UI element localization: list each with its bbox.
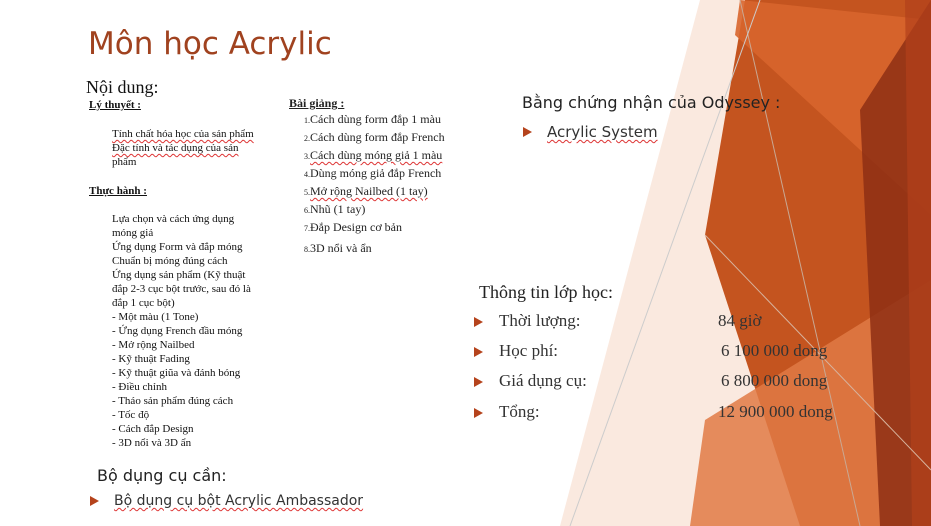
theory-line: Tính chất hóa học của sản phẩm [112, 128, 254, 140]
class-info-value: 6 800 000 dong [721, 371, 828, 390]
lesson-number: 3. [304, 152, 310, 161]
practice-line: - Cách đắp Design [112, 423, 194, 435]
practice-line: - Một màu (1 Tone) [112, 311, 199, 323]
lesson-item [304, 129, 445, 147]
bullet-triangle-icon [474, 347, 483, 357]
class-info-value: 84 giờ [718, 311, 762, 330]
bullet-triangle-icon [474, 317, 483, 327]
lesson-number: 7. [304, 224, 310, 233]
lesson-number: 2. [304, 134, 310, 143]
class-info-value: 6 100 000 dong [721, 341, 828, 360]
class-info-label: Tổng: [499, 402, 540, 421]
lessons-header: Bài giảng : [289, 96, 345, 110]
lesson-item [304, 111, 445, 129]
lesson-number: 4. [304, 170, 310, 179]
practice-line: - Kỹ thuật giũa và đánh bóng [112, 367, 241, 379]
theory-line: phẩm [112, 156, 137, 168]
theory-header: Lý thuyết : [89, 99, 141, 111]
tools-title: Bộ dụng cụ cần: [97, 466, 227, 485]
tools-item-label: Bộ dụng cụ bột Acrylic Ambassador [114, 493, 364, 509]
lesson-item [304, 240, 445, 258]
slide-title: Môn học Acrylic [88, 26, 332, 62]
lesson-text: Nhũ (1 tay) [310, 202, 366, 216]
practice-line: Ứng dụng sản phẩm (Kỹ thuật [112, 269, 246, 281]
theory-line: Đặc tính và tác dụng của sản [112, 142, 239, 154]
lesson-text: Dùng móng giả đắp French [310, 166, 442, 180]
class-info-value: 12 900 000 dong [718, 402, 833, 421]
lesson-item [304, 147, 445, 165]
lesson-item [304, 201, 445, 219]
practice-line: - Mở rộng Nailbed [112, 339, 195, 351]
certificate-title: Bằng chứng nhận của Odyssey : [522, 93, 781, 112]
lesson-item [304, 219, 445, 237]
bullet-triangle-icon [90, 496, 99, 506]
bullet-triangle-icon [474, 377, 483, 387]
practice-line: - Tốc độ [112, 409, 150, 421]
certificate-item [523, 123, 658, 141]
lesson-number: 6. [304, 206, 310, 215]
lesson-text: Cách dùng form đắp 1 màu [310, 112, 441, 126]
practice-line: Chuẩn bị móng đúng cách [112, 255, 228, 267]
tools-item [90, 493, 363, 509]
practice-line: - Ứng dụng French đầu móng [112, 325, 243, 337]
lesson-text: 3D nổi và ẩn [310, 241, 372, 255]
lesson-text: Đắp Design cơ bản [310, 220, 402, 234]
practice-line: Lựa chọn và cách ứng dụng [112, 213, 235, 225]
bullet-triangle-icon [474, 408, 483, 418]
lesson-number: 5. [304, 188, 310, 197]
practice-header: Thực hành : [89, 185, 147, 197]
certificate-item-label: Acrylic System [547, 123, 658, 141]
practice-line: - Điều chỉnh [112, 381, 167, 393]
practice-line: - Kỹ thuật Fading [112, 353, 190, 365]
theory-list [112, 127, 254, 169]
practice-line: Ứng dụng Form và đắp móng [112, 241, 243, 253]
practice-line: đắp 1 cục bột) [112, 297, 175, 309]
practice-line: móng giả [112, 227, 154, 239]
practice-line: đắp 2-3 cục bột trước, sau đó là [112, 283, 251, 295]
practice-line: - 3D nổi và 3D ẩn [112, 437, 192, 449]
content-label: Nội dung: [86, 77, 159, 97]
lesson-number: 1. [304, 116, 310, 125]
lesson-number: 8. [304, 245, 310, 254]
lesson-item [304, 183, 445, 201]
practice-line: - Tháo sản phẩm đúng cách [112, 395, 234, 407]
lessons-block [289, 95, 445, 258]
class-info-title: Thông tin lớp học: [479, 282, 614, 302]
class-info-label: Học phí: [499, 341, 559, 360]
lessons-list [289, 111, 445, 258]
lesson-text: Cách dùng móng giả 1 màu [310, 148, 443, 162]
class-info-label: Giá dụng cụ: [499, 371, 587, 390]
lesson-item [304, 165, 445, 183]
lesson-text: Mở rộng Nailbed (1 tay) [310, 184, 428, 198]
class-info-label: Thời lượng: [499, 311, 581, 330]
practice-list [112, 212, 251, 450]
lesson-text: Cách dùng form đắp French [310, 130, 445, 144]
bullet-triangle-icon [523, 127, 532, 137]
